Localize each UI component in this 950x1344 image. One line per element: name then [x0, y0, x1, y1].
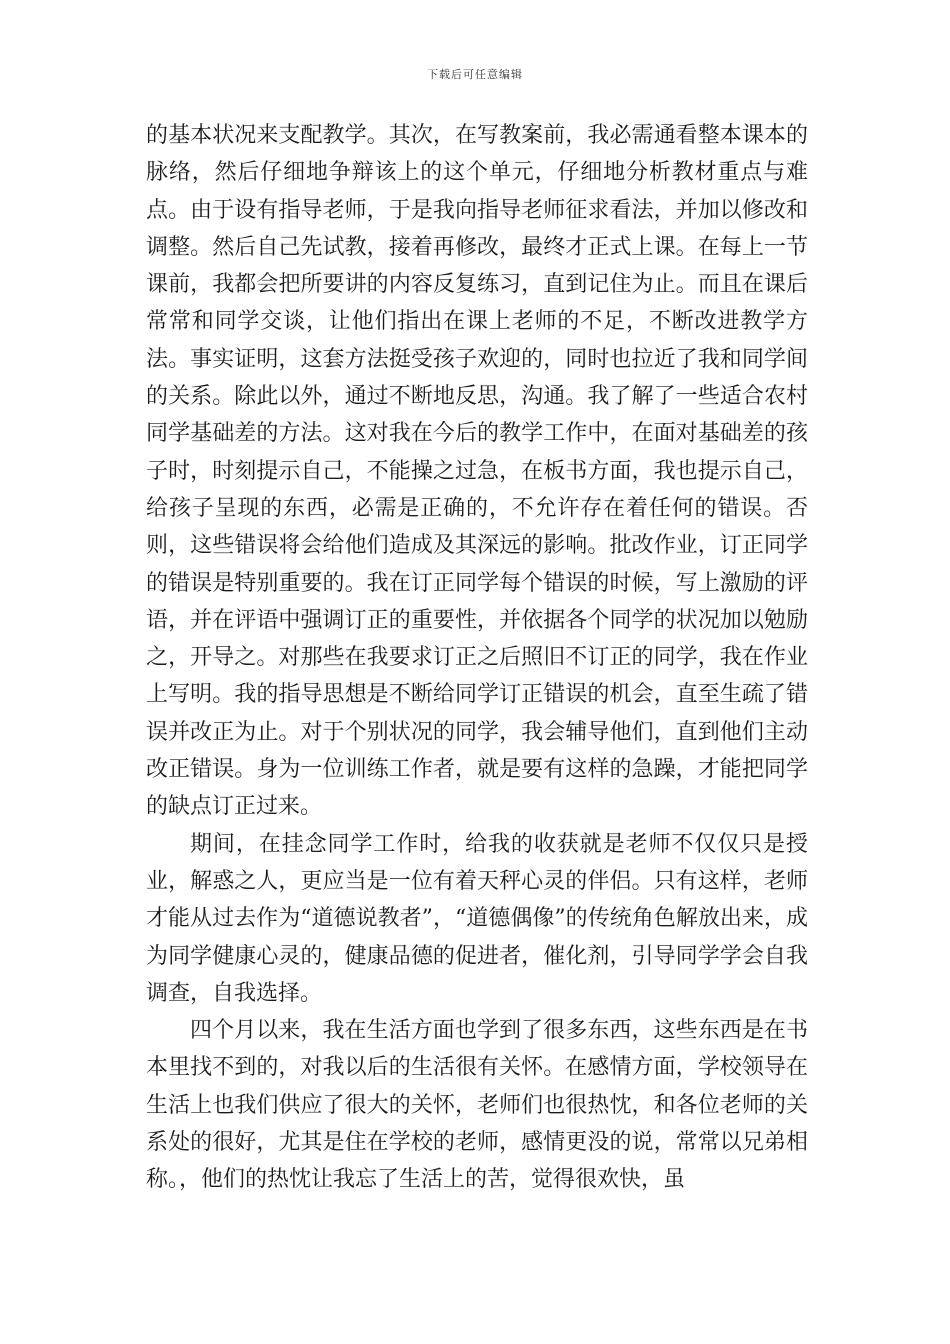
- page-header: 下载后可任意编辑: [427, 68, 523, 81]
- paragraph-1: 的基本状况来支配教学。其次，在写教案前，我必需通看整本课本的脉络，然后仔细地争辩该上的这个单元，仔细地分析教材重点与难点。由于设有指导老师，于是我向指导老师征求看法，并加以修改和调整。然后自己先试教，接着再修改，最终才正式上课。在每上一节课前，我都会把所要讲的内容反复练习，直到记住为止。而且在课后常常和同学交谈，让他们指出在课上老师的不足，不断改进教学方法。事实证明，这套方法挺受孩子欢迎的，同时也拉近了我和同学间的关系。除此以外，通过不断地反思，沟通。我了解了一些适合农村同学基础差的方法。这对我在今后的教学工作中，在面对基础差的孩子时，时刻提示自己，不能操之过急，在板书方面，我也提示自己，给孩子呈现的东西，必需是正确的，不允许存在着任何的错误。否则，这些错误将会给他们造成及其深远的影响。批改作业，订正同学的错误是特别重要的。我在订正同学每个错误的时候，写上激励的评语，并在评语中强调订正的重要性，并依据各个同学的状况加以勉励之，开导之。对那些在我要求订正之后照旧不订正的同学，我在作业上写明。我的指导思想是不断给同学订正错误的机会，直至生疏了错误并改正为止。对于个别状况的同学，我会辅导他们，直到他们主动改正错误。身为一位训练工作者，就是要有这样的急躁，才能把同学的缺点订正过来。: [146, 123, 808, 820]
- paragraph-2: 期间，在挂念同学工作时，给我的收获就是老师不仅仅只是授业，解惑之人，更应当是一位有着天秤心灵的伴侣。只有这样，老师才能从过去作为“道德说教者”，“道德偶像”的传统角色解放出来，成为同学健康心灵的，健康品德的促进者，催化剂，引导同学学会自我调查，自我选择。: [146, 831, 808, 1006]
- paragraph-3: 四个月以来，我在生活方面也学到了很多东西，这些东西是在书本里找不到的，对我以后的生活很有关怀。在感情方面，学校领导在生活上也我们供应了很大的关怀，老师们也很热忱，和各位老师的关系处的很好，尤其是住在学校的老师，感情更没的说，常常以兄弟相称。，他们的热忱让我忘了生活上的苦，觉得很欢快，虽: [146, 1018, 808, 1193]
- document-body: [146, 117, 808, 1199]
